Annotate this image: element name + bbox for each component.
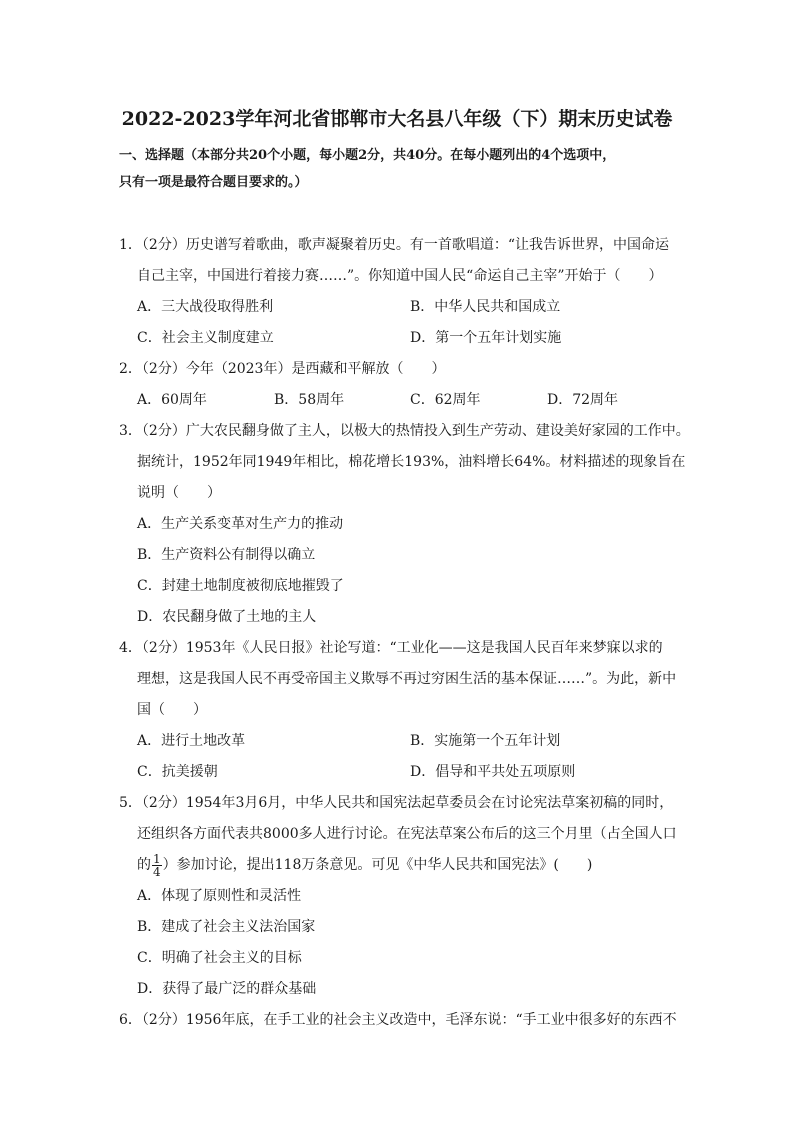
page-title: 2022-2023学年河北省邯郸市大名县八年级（下）期末历史试卷 bbox=[121, 108, 673, 130]
question-6-line-1: 6．（2分）1956年底，在手工业的社会主义改造中，毛泽东说：“手工业中很多好的东西不 bbox=[119, 1012, 677, 1028]
question-2-option-c: C．62周年 bbox=[410, 392, 481, 408]
question-4-line-2: 理想，这是我国人民不再受帝国主义欺辱不再过穷困生活的基本保证……”。为此，新中 bbox=[137, 671, 677, 687]
question-5-option-c: C．明确了社会主义的目标 bbox=[137, 950, 302, 966]
question-3-option-c: C．封建土地制度被彻底地摧毁了 bbox=[137, 578, 344, 594]
question-4-option-c: C．抗美援朝 bbox=[137, 764, 218, 780]
fraction-one-quarter bbox=[152, 853, 162, 878]
question-3-line-2: 据统计，1952年同1949年相比，棉花增长193%，油料增长64%。材料描述的现象旨在 bbox=[137, 454, 686, 470]
question-5-line-2: 还组织各方面代表共8000多人进行讨论。在宪法草案公布后的这三个月里（占全国人口 bbox=[137, 826, 677, 842]
question-1-line-1: 1．（2分）历史谱写着歌曲，歌声凝聚着历史。有一首歌唱道：“让我告诉世界，中国命运 bbox=[119, 237, 669, 253]
question-2-line-1: 2．（2分）今年（2023年）是西藏和平解放（ ） bbox=[119, 361, 446, 377]
question-2-option-b: B．58周年 bbox=[274, 392, 345, 408]
question-4-option-d: D．倡导和平共处五项原则 bbox=[410, 764, 576, 780]
question-3-line-3: 说明（ ） bbox=[137, 485, 221, 501]
question-2-option-a: A．60周年 bbox=[137, 392, 207, 408]
question-2-option-d: D．72周年 bbox=[547, 392, 619, 408]
question-4-option-b: B．实施第一个五年计划 bbox=[410, 733, 561, 749]
section-heading-line-1: 一、选择题（本部分共20个小题，每小题2分，共40分。在每小题列出的4个选项中， bbox=[119, 148, 616, 163]
question-1-option-a: A．三大战役取得胜利 bbox=[137, 299, 274, 315]
question-1-line-2: 自己主宰，中国进行着接力赛……”。你知道中国人民“命运自己主宰”开始于（ ） bbox=[137, 268, 663, 284]
fraction-numerator: 1 bbox=[153, 851, 161, 866]
question-5-line-3-prefix: 的 bbox=[137, 857, 151, 873]
question-5-line-1: 5．（2分）1954年3月6月，中华人民共和国宪法起草委员会在讨论宪法草案初稿的同时， bbox=[119, 795, 674, 811]
question-3-option-d: D．农民翻身做了土地的主人 bbox=[137, 609, 317, 625]
question-1-option-c: C．社会主义制度建立 bbox=[137, 330, 274, 346]
question-4-option-a: A．进行土地改革 bbox=[137, 733, 246, 749]
section-heading bbox=[119, 142, 679, 196]
question-5-option-b: B．建成了社会主义法治国家 bbox=[137, 919, 316, 935]
question-1-option-b: B．中华人民共和国成立 bbox=[410, 299, 561, 315]
section-heading-line-2: 只有一项是最符合题目要求的。） bbox=[119, 175, 308, 190]
question-5-option-a: A．体现了原则性和灵活性 bbox=[137, 888, 302, 904]
question-3-option-a: A．生产关系变革对生产力的推动 bbox=[137, 516, 344, 532]
question-3-option-b: B．生产资料公有制得以确立 bbox=[137, 547, 316, 563]
fraction-denominator: 4 bbox=[153, 864, 161, 879]
question-5-line-3-suffix: ）参加讨论，提出118万条意见。可见《中华人民共和国宪法》( ) bbox=[162, 857, 593, 873]
question-4-line-1: 4．（2分）1953年《人民日报》社论写道：“工业化——这是我国人民百年来梦寐以求的 bbox=[119, 640, 663, 656]
question-4-line-3: 国（ ） bbox=[137, 702, 207, 718]
question-5-line-3 bbox=[137, 850, 592, 880]
question-3-line-1: 3．（2分）广大农民翻身做了主人，以极大的热情投入到生产劳动、建设美好家园的工作中。 bbox=[119, 423, 690, 439]
question-5-option-d: D．获得了最广泛的群众基础 bbox=[137, 981, 317, 997]
question-1-option-d: D．第一个五年计划实施 bbox=[410, 330, 562, 346]
